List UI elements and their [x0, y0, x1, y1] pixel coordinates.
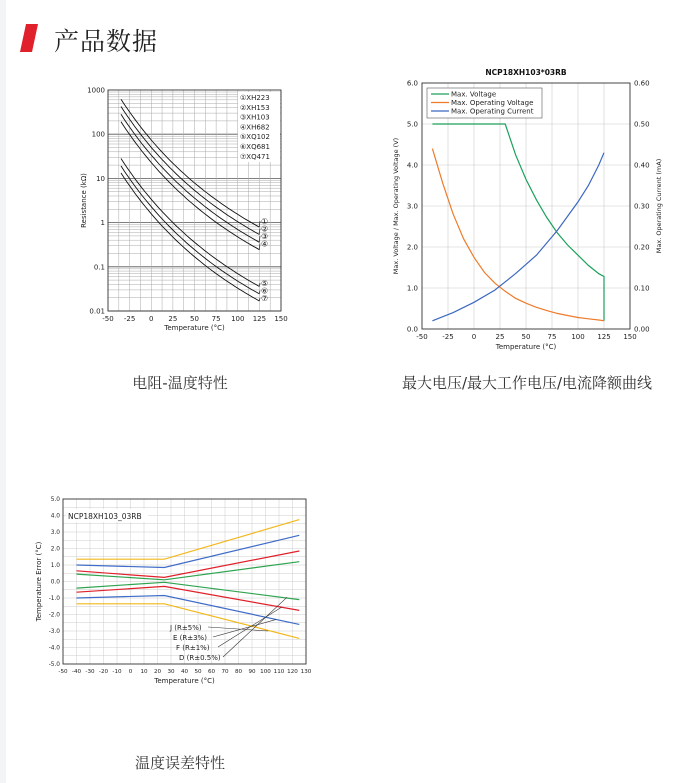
x-tick-label: 30	[167, 669, 175, 675]
curve-marker: ⑤	[261, 279, 269, 288]
y2-tick-label: 0.50	[634, 120, 650, 129]
x-tick-label: 25	[495, 333, 505, 341]
x-tick-label: 25	[168, 315, 178, 323]
y-tick-label: 100	[91, 130, 105, 139]
curve-marker: ①	[261, 217, 269, 226]
x-axis-label: Temperature (°C)	[495, 343, 557, 351]
temperature-error-chart	[30, 490, 315, 690]
caption-rt: 电阻-温度特性	[132, 374, 228, 392]
y-tick-label: 1000	[87, 86, 105, 95]
tolerance-annotation: D (R±0.5%)	[179, 654, 221, 662]
x-tick-label: 0	[128, 669, 133, 675]
x-tick-label: 50	[521, 333, 531, 341]
curve-marker: ③	[261, 232, 269, 241]
x-tick-label: 0	[471, 333, 477, 341]
x-tick-label: -10	[112, 669, 122, 675]
x-tick-label: 70	[221, 669, 229, 675]
x-tick-label: 100	[260, 669, 271, 675]
y-tick-label: 1.0	[406, 284, 418, 293]
x-tick-label: 100	[571, 333, 585, 341]
x-tick-label: -25	[442, 333, 454, 341]
y-tick-label: 0.01	[89, 307, 105, 316]
x-axis-label: Temperature (°C)	[164, 324, 225, 332]
x-tick-label: 125	[252, 315, 267, 323]
y-tick-label: 5.0	[50, 497, 60, 503]
x-tick-label: 90	[248, 669, 256, 675]
x-tick-label: 40	[180, 669, 189, 675]
x-tick-label: -50	[102, 315, 114, 323]
y-tick-label: -2.0	[48, 612, 60, 619]
y-tick-label: 0.1	[93, 263, 105, 272]
legend-entry: ③XH103	[240, 113, 270, 122]
x-tick-label: 110	[273, 669, 285, 675]
y-tick-label: 4.0	[406, 161, 418, 170]
y2-tick-label: 0.10	[634, 284, 650, 293]
y2-tick-label: 0.60	[634, 79, 650, 88]
x-tick-label: -20	[98, 669, 109, 675]
legend-entry: Max. Voltage	[451, 90, 497, 99]
curve-marker: ②	[261, 224, 269, 234]
x-tick-label: -25	[123, 315, 136, 323]
x-tick-label: 150	[623, 333, 637, 341]
x-tick-label: -50	[58, 669, 68, 675]
left-sidebar-strip	[0, 0, 6, 783]
y-axis-label: Max. Voltage / Max. Operating Voltage (V)	[392, 137, 400, 275]
x-tick-label: 0	[149, 315, 154, 323]
section-accent-icon	[20, 24, 38, 52]
curve-marker: ⑥	[261, 286, 269, 296]
y-axis-label: Resistance (kΩ)	[80, 173, 88, 228]
legend-entry: ①XH223	[240, 94, 270, 102]
y-tick-label: 0.0	[50, 579, 60, 586]
y-axis-label: Temperature Error (°C)	[35, 541, 43, 622]
tolerance-line-upper	[77, 520, 300, 560]
section-accent-shape	[20, 24, 38, 52]
legend-entry: ②XH153	[240, 103, 270, 112]
y-tick-label: -1.0	[48, 596, 60, 602]
x-tick-label: 10	[140, 669, 148, 675]
legend-entry: Max. Operating Current	[451, 107, 534, 116]
y-tick-label: 0.0	[406, 325, 418, 334]
x-tick-label: 80	[234, 669, 243, 675]
tolerance-annotation: J (R±5%)	[170, 624, 202, 632]
y-tick-label: 5.0	[406, 120, 418, 129]
y-tick-label: 10	[96, 174, 105, 183]
y-tick-label: -5.0	[48, 662, 60, 668]
legend-entry: ⑤XQ102	[240, 133, 270, 142]
y-tick-label: 1.0	[50, 563, 60, 569]
x-tick-label: 130	[300, 669, 312, 675]
tolerance-annotation: E (R±3%)	[173, 634, 207, 642]
x-tick-label: 20	[153, 669, 162, 675]
legend-entry: ④XH682	[240, 123, 270, 132]
x-tick-label: 50	[190, 315, 199, 323]
y2-tick-label: 0.20	[634, 243, 650, 252]
y-tick-label: 3.0	[50, 530, 60, 536]
x-tick-label: 125	[597, 333, 611, 341]
y-tick-label: 2.0	[50, 546, 60, 553]
y2-tick-label: 0.40	[634, 161, 650, 170]
x-axis-label: Temperature (°C)	[154, 677, 215, 685]
y2-tick-label: 0.30	[634, 202, 650, 211]
y-tick-label: 1	[100, 219, 105, 228]
resistance-temperature-chart	[70, 80, 295, 342]
y2-axis-label: Max. Operating Current (mA)	[655, 158, 663, 254]
y-tick-label: -3.0	[48, 629, 60, 635]
derating-chart	[385, 62, 675, 354]
x-tick-label: 75	[211, 315, 221, 323]
tolerance-annotation: F (R±1%)	[176, 644, 210, 652]
y2-tick-label: 0.00	[634, 325, 650, 334]
x-tick-label: 75	[547, 333, 557, 341]
y-tick-label: 3.0	[406, 202, 418, 211]
chart-title: NCP18XH103*03RB	[485, 68, 567, 77]
curve-marker: ⑦	[261, 294, 269, 303]
legend-entry: Max. Operating Voltage	[451, 99, 534, 107]
x-tick-label: 120	[287, 669, 298, 675]
y-tick-label: 6.0	[406, 79, 418, 88]
x-tick-label: -50	[416, 333, 428, 341]
annotation-leader	[218, 607, 282, 647]
x-tick-label: -40	[71, 669, 82, 675]
legend-entry: ⑦XQ471	[240, 152, 270, 161]
y-tick-label: -4.0	[48, 645, 60, 652]
section-title: 产品数据	[54, 27, 159, 56]
tolerance-line-upper	[77, 562, 300, 580]
chart-title: NCP18XH103_03RB	[68, 512, 142, 521]
x-tick-label: 150	[274, 315, 288, 323]
x-tick-label: 60	[207, 669, 216, 675]
curve-marker: ④	[261, 239, 269, 249]
x-tick-label: 50	[194, 669, 202, 675]
y-tick-label: 2.0	[406, 243, 418, 252]
x-tick-label: -30	[85, 669, 95, 675]
x-tick-label: 100	[231, 315, 245, 323]
y-tick-label: 4.0	[50, 513, 60, 520]
caption-derating: 最大电压/最大工作电压/电流降额曲线	[401, 374, 653, 392]
caption-tolerance: 温度误差特性	[134, 754, 225, 772]
legend-entry: ⑥XQ681	[240, 143, 270, 151]
